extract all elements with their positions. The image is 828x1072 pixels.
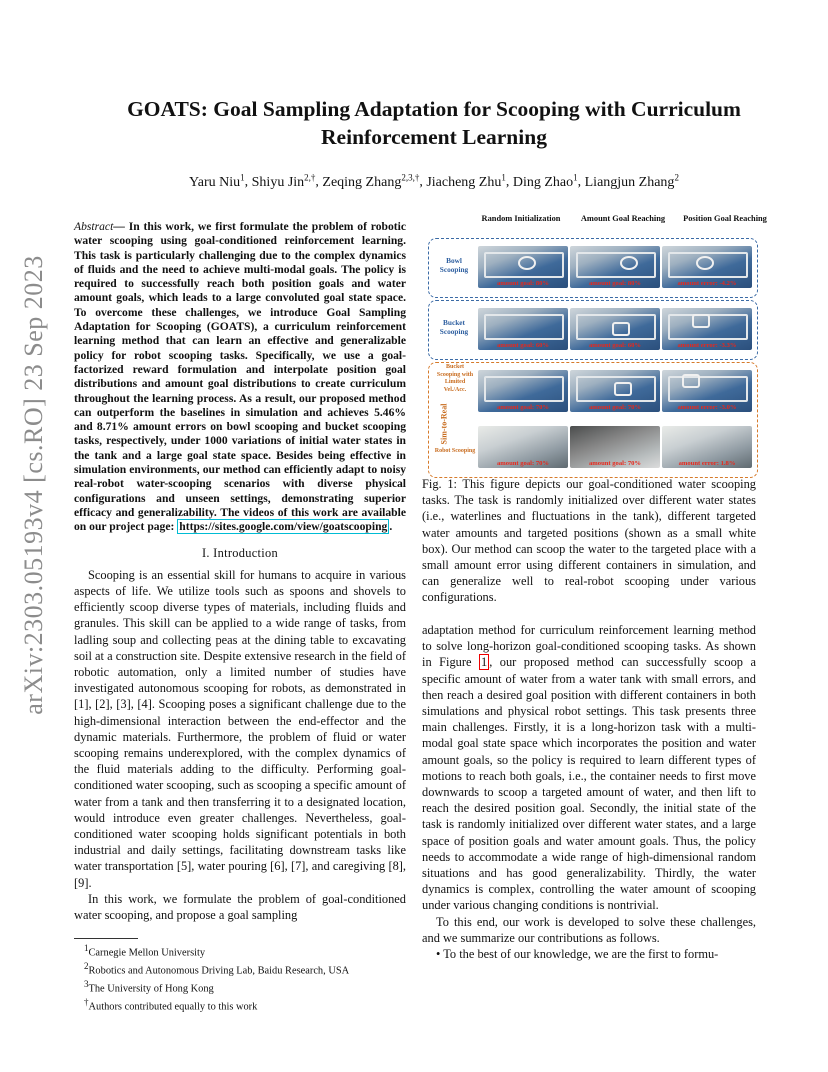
caption-text: This figure depicts our goal-conditioned water scooping tasks. The task is randomly initialized over different water states (i.e., waterlines and fluctuations in the tank), different targeted water amounts and targeted positions (shown as a small white box). Our method can scoop the water to the targeted place with a small amount error using different containers in simulation, and can generalize well to real-robot scooping under various configurations.	[422, 477, 756, 605]
sim-thumbnail: amount error: -4.2%	[662, 246, 752, 288]
row-label: Bucket Scooping with Limited Vel./Acc.	[436, 364, 474, 393]
project-page-link[interactable]: https://sites.google.com/view/goatscooping	[179, 520, 388, 534]
right-column	[422, 622, 756, 962]
left-column	[74, 220, 406, 923]
footnote: $^1$Carnegie Mellon University	[84, 943, 206, 959]
sim-to-real-label: Sim-to-Real	[439, 403, 449, 445]
footnote-rule	[74, 938, 138, 939]
author: Zeqing Zhang$^{2,3,\dagger}$	[322, 172, 420, 190]
real-robot-photo: amount error: 1.8%	[662, 426, 752, 468]
author: Ding Zhao$^1$	[512, 172, 578, 190]
sim-thumbnail: amount goal: 80%	[478, 246, 568, 288]
row-label: Bowl Scooping	[439, 256, 469, 274]
column-header: Amount Goal Reaching	[580, 214, 666, 223]
sim-thumbnail: amount goal: 80%	[570, 246, 660, 288]
figure-reference-link[interactable]: 1	[480, 655, 488, 670]
author: Yaru Niu$^1$	[189, 172, 245, 190]
sim-thumbnail: amount goal: 60%	[570, 308, 660, 350]
body-paragraph: To this end, our work is developed to solve these challenges, and we summarize our contributions as follows.	[422, 914, 756, 945]
author: Liangjun Zhang$^2$	[584, 172, 679, 190]
footnote: $^2$Robotics and Autonomous Driving Lab, Baidu Research, USA	[84, 961, 350, 977]
row-label: Robot Scooping	[434, 448, 476, 454]
caption-label: Fig. 1:	[422, 477, 457, 491]
abstract: Abstract— In this work, we first formulate the problem of robotic water scooping using goal-conditioned reinforcement learning. This task is particularly challenging due to the complex dynamics of fluids and the need to achieve multi-modal goals. The policy is required to successfully reach both position goals and water amount goals, which leads to a large convoluted goal state space. To overcome these challenges, we introduce Goal Sampling Adaptation for Scooping (GOATS), a curriculum reinforcement learning method that can learn an effective and generalizable policy for robot scooping tasks. Specifically, we use a goal-factorized reward formulation and interpolate position goal distributions and amount goal distributions to create curriculum throughout the learning process. As a result, our proposed method can outperform the baselines in simulation and achieves 5.46% and 8.71% amount errors on bowl scooping and bucket scooping tasks, respectively, under 1000 variations of initial water states in the tank and a large goal state space. Besides being effective in simulation environments, our method can efficiently adapt to noisy real-robot water-scooping scenarios with diverse physical configurations and unseen settings, demonstrating superior efficacy and generalizability. The videos of this work are available on our project page: https://sites.google.com/view/goatscooping .	[74, 220, 406, 534]
column-header: Position Goal Reaching	[683, 214, 767, 223]
real-robot-photo: amount goal: 70%	[570, 426, 660, 468]
column-header: Random Initialization	[481, 214, 561, 223]
sim-thumbnail: amount goal: 60%	[478, 308, 568, 350]
footnotes	[84, 942, 349, 1014]
author: Shiyu Jin$^{2,\dagger}$	[251, 172, 316, 190]
author: Jiacheng Zhu$^1$	[426, 172, 506, 190]
figure-caption	[422, 476, 756, 606]
paper-title: GOATS: Goal Sampling Adaptation for Scooping with Curriculum Reinforcement Learning	[127, 97, 741, 149]
sim-thumbnail: amount goal: 70%	[478, 370, 568, 412]
intro-paragraph: Scooping is an essential skill for humans to acquire in various aspects of life. We utilize tools such as spoons and shovels to efficiently scoop diverse types of materials, including fluids and granules. This skill can be applied to a wide range of tasks, from ladling soup and collecting peas at the dining table to excavating soil at a construction site. Despite extensive research in the field of robotic automation, only a limited number of studies have investigated autonomous scooping for robots, as demonstrated in [1], [2], [3], [4]. Scooping poses a significant challenge due to the high-dimensional interaction between the end-effector and the dynamic materials. Furthermore, the problem of fluid or water scooping remains underexplored, with the complex dynamics of the fluid materials adding to the difficulty. Performing goal-conditioned water scooping, such as scooping a specific amount of water from a tank and then transferring it to a designated location, would introduce even greater challenges. Nevertheless, goal-conditioned water scooping holds significant potentials in both industrial and daily settings, facilitating downstream tasks like water transportation [5], water pouring [6], [7], and caregiving [8], [9].	[74, 567, 406, 890]
arxiv-stamp: arXiv:2303.05193v4 [cs.RO] 23 Sep 2023	[19, 255, 48, 715]
footnote: †Authors contributed equally to this work	[84, 997, 258, 1013]
sim-thumbnail: amount goal: 70%	[570, 370, 660, 412]
row-label: Bucket Scooping	[439, 318, 469, 336]
abstract-label: Abstract	[74, 220, 114, 233]
section-heading: I. Introduction	[201, 545, 279, 560]
sim-thumbnail: amount error: -3.3%	[662, 308, 752, 350]
abstract-text: In this work, we first formulate the problem of robotic water scooping using goal-conditioned reinforcement learning. This task is particularly challenging due to the complex dynamics of fluids and the need to achieve multi-modal goals. The policy is required to successfully reach both position goals and water amount goals, which leads to a large convoluted goal state space. To overcome these challenges, we introduce Goal Sampling Adaptation for Scooping (GOATS), a curriculum reinforcement learning method that can learn an effective and generalizable policy for robot scooping tasks. Specifically, we use a goal-factorized reward formulation and interpolate position goal distributions and amount goal distributions to create curriculum throughout the learning process. As a result, our proposed method can outperform the baselines in simulation and achieves 5.46% and 8.71% amount errors on bowl scooping and bucket scooping tasks, respectively, under 1000 variations of initial water states in the tank and a large goal state space. Besides being effective in simulation environments, our method can efficiently adapt to noisy real-robot water-scooping scenarios with diverse physical configurations and unseen settings, demonstrating superior efficacy and generalizability. The videos of this work are available on our project page:	[74, 220, 406, 534]
footnote: $^3$The University of Hong Kong	[84, 979, 214, 995]
author-list: Yaru Niu$^1$, Shiyu Jin$^{2,\dagger}$, Zeqing Zhang$^{2,3,\dagger}$, Jiacheng Zhu$^1$, Ding Zhao$^1$, Liangjun Zhang$^2$	[189, 172, 679, 190]
intro-paragraph: In this work, we formulate the problem of goal-conditioned water scooping, and propose a goal sampling	[74, 891, 406, 922]
figure-1	[426, 214, 767, 480]
bullet-item: • To the best of our knowledge, we are the first to formu-	[436, 947, 719, 962]
real-robot-photo: amount goal: 70%	[478, 426, 568, 468]
body-paragraph: adaptation method for curriculum reinforcement learning method to solve long-horizon goal-conditioned scooping tasks. As shown in Figure 1 , our proposed method can successfully scoop a specific amount of water from a water tank with small errors, and then reach a desired goal position with different containers in both simulations and physical robot settings. This task presents three main challenges. Firstly, it is a long-horizon task with a multi-modal goal state space which incorporates the position and water amount goals, so the policy is required to learn different types of motions to reach both goals, i.e., the container needs to first move downwards to scoop a targeted amount of water, and then lift to reach the desired position goal. Secondly, the initial state of the task is randomly initialized over different water states, and a large space of position goals and water amount goals. Thus, the policy needs to accommodate a wide range of high-dimensional random situations and has good generalizability. Thirdly, the water dynamics is complex, controlling the water amount of scooping under various changing conditions is nontrivial.	[422, 623, 756, 913]
sim-thumbnail: amount error: -3.0%	[662, 370, 752, 412]
